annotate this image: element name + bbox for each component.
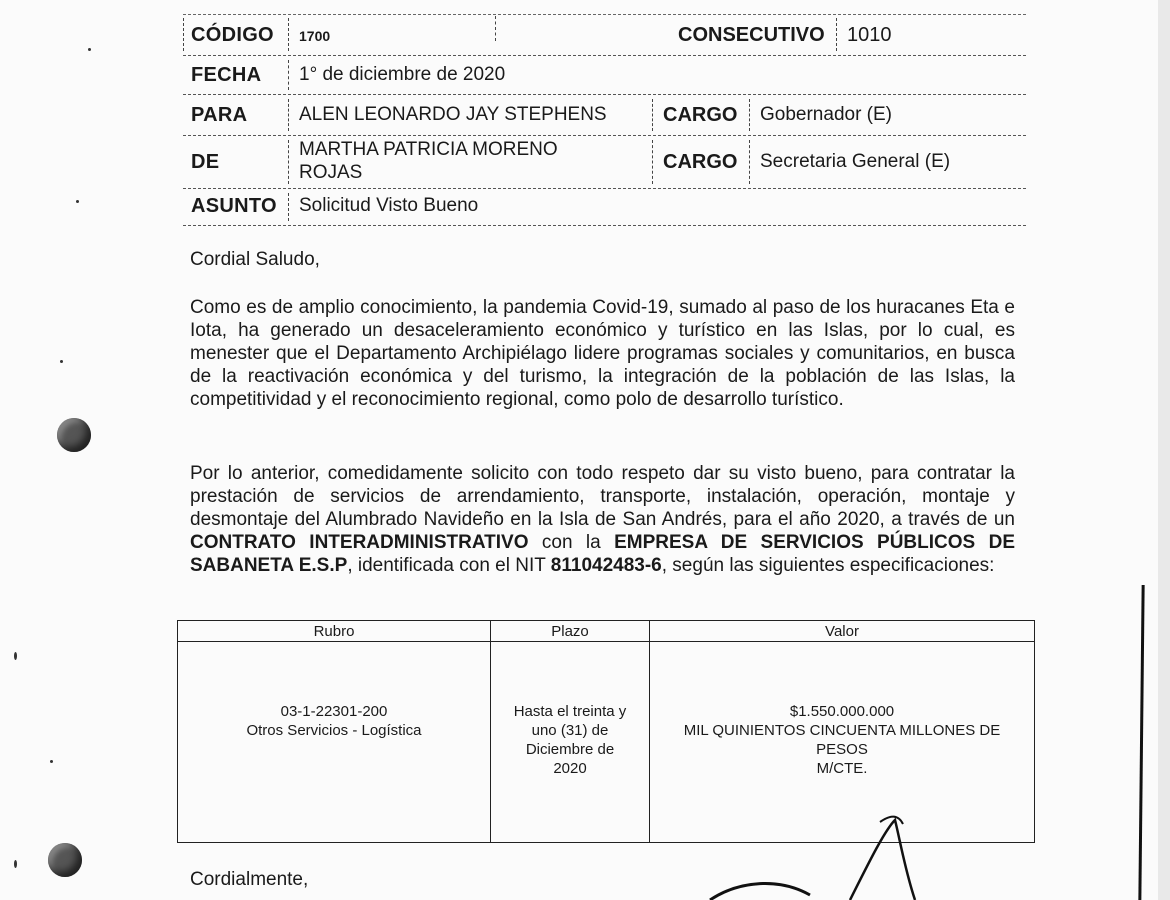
contract-type: CONTRATO INTERADMINISTRATIVO bbox=[190, 532, 529, 553]
speck bbox=[14, 652, 17, 660]
column-separator bbox=[749, 99, 750, 131]
nit-number: 811042483-6 bbox=[550, 555, 662, 576]
fecha-label: FECHA bbox=[191, 64, 262, 86]
cell-rubro bbox=[178, 642, 491, 843]
column-separator bbox=[288, 18, 289, 51]
rubro-code: 03-1-22301-200 bbox=[280, 703, 388, 720]
asunto-label: ASUNTO bbox=[191, 195, 277, 217]
header-row-de bbox=[183, 136, 1026, 189]
valor-words: PESOS bbox=[816, 741, 868, 758]
column-separator bbox=[652, 140, 653, 184]
request-text: Por lo anterior, comedidamente solicito con todo respeto dar su visto bueno, para contratar la prestación de servicios de arrendamiento, transporte, instalación, operación, montaje y desmontaje del Alumbrado Navideño en la Isla de San Andrés, para el año 2020, a través de un bbox=[190, 463, 1015, 530]
column-separator bbox=[836, 18, 837, 51]
consecutivo-value: 1010 bbox=[847, 24, 892, 46]
plazo-line: Diciembre de bbox=[525, 741, 615, 758]
para-label: PARA bbox=[191, 104, 248, 126]
header-plazo: Plazo bbox=[491, 621, 650, 642]
margin-line bbox=[1138, 585, 1144, 900]
column-separator bbox=[749, 140, 750, 184]
valor-currency: M/CTE. bbox=[816, 760, 868, 777]
column-separator bbox=[652, 99, 653, 131]
speck bbox=[50, 760, 53, 763]
de-value-line1: MARTHA PATRICIA MORENO bbox=[299, 139, 558, 160]
para-cargo-value: Gobernador (E) bbox=[760, 104, 893, 125]
punch-hole-lower bbox=[48, 843, 82, 877]
request-text: con la bbox=[528, 532, 615, 553]
paragraph-context: Como es de amplio conocimiento, la pandemia Covid-19, sumado al paso de los huracanes Eta e Iota, ha generado un desaceleramiento económico y turístico en las Islas, por lo cual, es menester que el Departamento Archipiélago lidere programas sociales y comunitarios, en busca de la reactivación económica y del turismo, la integración de la población de las Islas, la competitividad y el reconocimiento regional, como polo de desarrollo turístico. bbox=[190, 297, 1015, 410]
speck bbox=[76, 200, 79, 203]
column-separator bbox=[288, 60, 289, 90]
speck bbox=[14, 860, 17, 868]
header-row-para bbox=[183, 95, 1026, 136]
request-text: , identificada con el NIT bbox=[347, 555, 551, 576]
punch-hole-upper bbox=[57, 418, 91, 452]
memo-header bbox=[183, 14, 1026, 226]
table-header-row bbox=[178, 621, 1035, 642]
row-border-left bbox=[183, 18, 184, 51]
header-row-codigo bbox=[183, 14, 1026, 56]
header-row-fecha bbox=[183, 56, 1026, 95]
valor-words: MIL QUINIENTOS CINCUENTA MILLONES DE bbox=[683, 722, 1001, 739]
paragraph-request bbox=[190, 462, 1015, 577]
asunto-value: Solicitud Visto Bueno bbox=[299, 195, 479, 216]
de-label: DE bbox=[191, 151, 220, 173]
column-separator bbox=[288, 99, 289, 131]
codigo-value: 1700 bbox=[299, 28, 331, 44]
closing: Cordialmente, bbox=[190, 869, 309, 890]
company-name: EMPRESA DE SERVICIOS PÚBLICOS DE SABANETA E.S.P bbox=[190, 532, 1015, 576]
signature-icon bbox=[700, 800, 1000, 900]
de-cargo-label: CARGO bbox=[663, 151, 738, 173]
column-separator bbox=[288, 140, 289, 184]
valor-amount: $1.550.000.000 bbox=[789, 703, 895, 720]
greeting: Cordial Saludo, bbox=[190, 249, 320, 270]
fecha-value: 1° de diciembre de 2020 bbox=[299, 64, 506, 85]
header-valor: Valor bbox=[650, 621, 1035, 642]
cell-plazo bbox=[491, 642, 650, 843]
header-row-asunto bbox=[183, 189, 1026, 226]
de-cargo-value: Secretaria General (E) bbox=[760, 151, 951, 172]
column-separator bbox=[495, 16, 496, 41]
para-value: ALEN LEONARDO JAY STEPHENS bbox=[299, 104, 607, 125]
column-separator bbox=[288, 193, 289, 221]
de-value-line2: ROJAS bbox=[299, 162, 363, 183]
codigo-label: CÓDIGO bbox=[191, 24, 274, 46]
plazo-line: 2020 bbox=[553, 760, 587, 777]
consecutivo-label: CONSECUTIVO bbox=[678, 24, 825, 46]
speck bbox=[60, 360, 63, 363]
plazo-line: Hasta el treinta y bbox=[513, 703, 627, 720]
request-text: , según las siguientes especificaciones: bbox=[661, 555, 995, 576]
speck bbox=[88, 48, 91, 51]
rubro-description: Otros Servicios - Logística bbox=[246, 722, 422, 739]
header-rubro: Rubro bbox=[178, 621, 491, 642]
plazo-line: uno (31) de bbox=[531, 722, 609, 739]
para-cargo-label: CARGO bbox=[663, 104, 738, 126]
page-edge bbox=[1158, 0, 1170, 900]
